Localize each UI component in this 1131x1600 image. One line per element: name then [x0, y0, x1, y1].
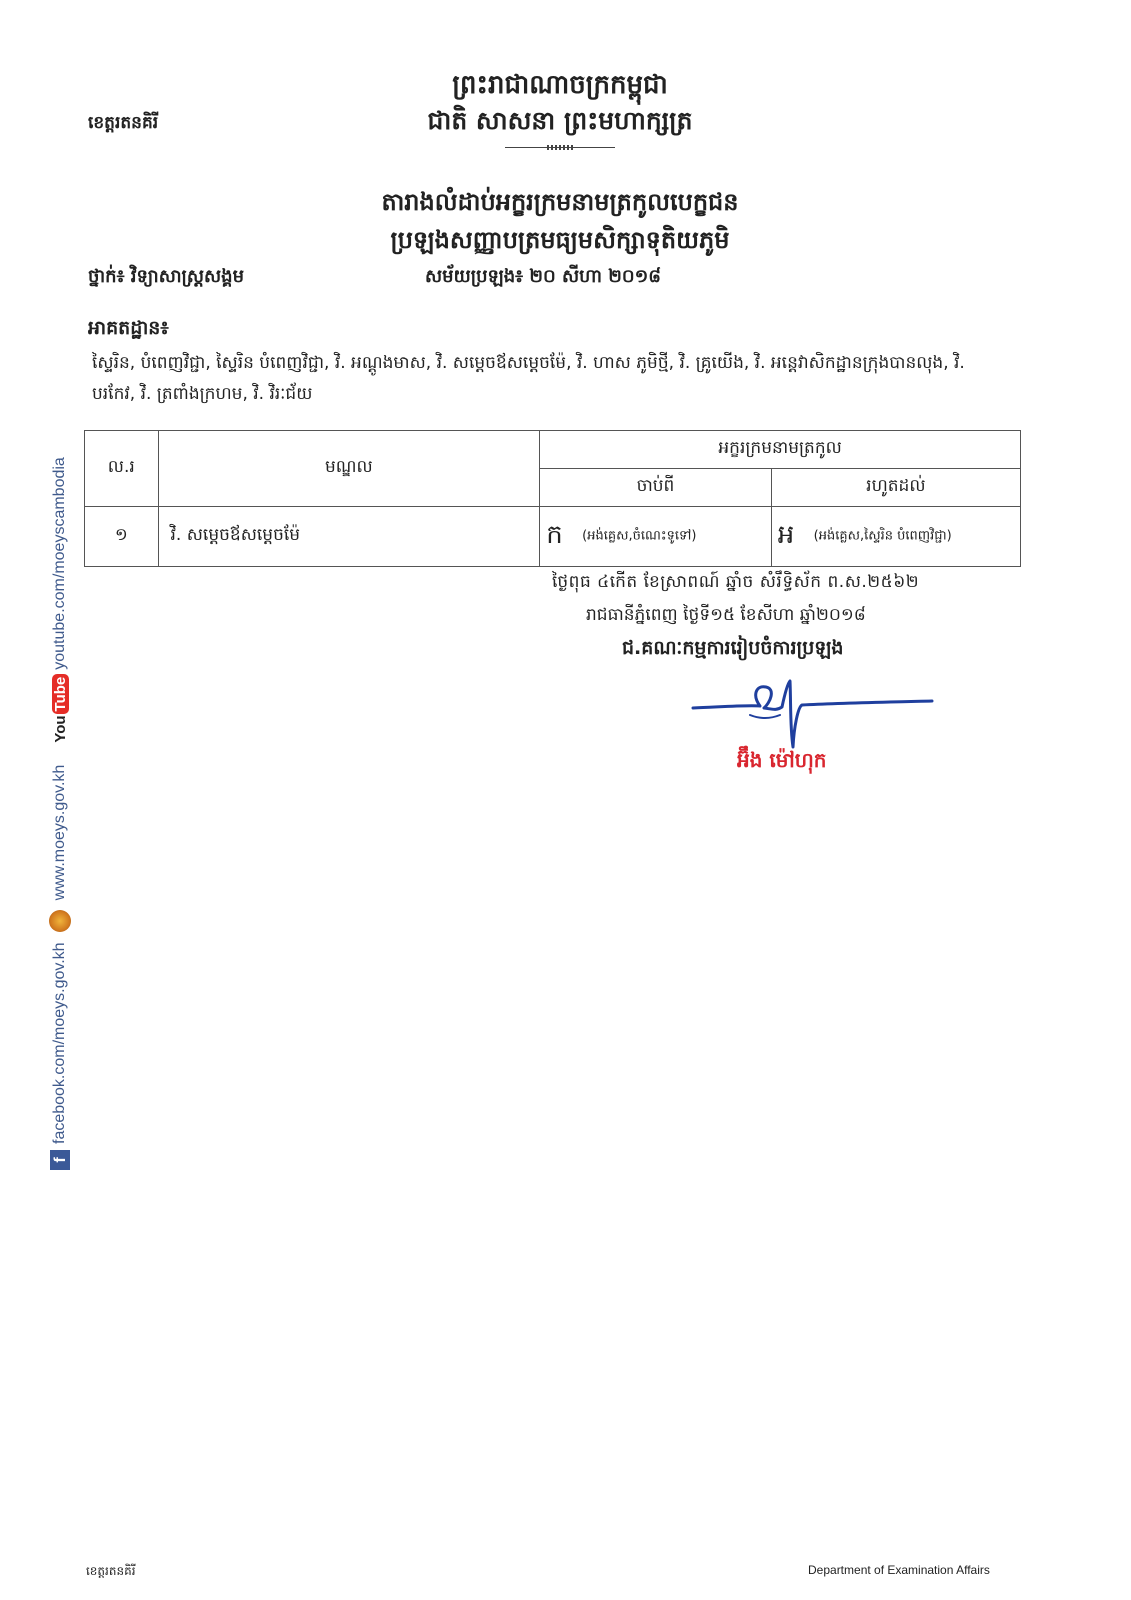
footer-department: Department of Examination Affairs: [808, 1563, 990, 1577]
alphabet-table: [84, 430, 1021, 567]
table-row: [85, 507, 1021, 567]
youtube-link[interactable]: youtube.com/moeyscambodia: [51, 457, 68, 670]
header-no: ល.រ: [85, 431, 159, 507]
facebook-link[interactable]: facebook.com/moeys.gov.kh: [51, 942, 68, 1144]
to-letter: អ: [777, 519, 795, 550]
table-header-row: [85, 431, 1021, 469]
committee-title: ជ.គណៈកម្មការរៀបចំការប្រឡង: [622, 637, 844, 659]
row-from: [540, 507, 772, 567]
from-letter: ក: [546, 519, 563, 550]
header-alphabet: អក្ខរក្រមនាមត្រកូល: [540, 431, 1021, 469]
document-title: តារាងលំដាប់អក្ខរក្រមនាមត្រកូលបេក្ខជន: [381, 188, 739, 216]
row-to: [771, 507, 1020, 567]
lunar-date: ថ្ងៃពុធ ៤កើត ខែស្រាពណ៍ ឆ្នាំច សំរឹទ្ធិស័ក ព.ស.២៥៦២: [552, 572, 920, 592]
centers-heading: អាគតដ្ឋាន៖: [88, 317, 169, 339]
national-motto: ជាតិ សាសនា ព្រះមហាក្សត្រ: [427, 106, 693, 135]
row-center: វិ. សម្ដេចឪសម្ដេចម៉ែ: [158, 507, 540, 567]
document-subtitle: ប្រឡងសញ្ញាបត្រមធ្យមសិក្សាទុតិយភូមិ: [390, 226, 730, 254]
centers-list: ស្ទៃរិន, បំពេញវិជ្ជា, ស្ទៃរិន បំពេញវិជ្ជា, វិ. អណ្ដូងមាស, វិ. សម្ដេចឪសម្ដេចម៉ែ, វិ. ហាស ភូមិថ្មី, វិ. គ្រូយើង, វិ. អន្តេវាសិកដ្ឋានក្រុងបានលុង, វិ. បរកែវ, វិ. ត្រពាំងក្រហម, វិ. វិរៈជ័យ: [92, 353, 965, 404]
kingdom-title: ព្រះរាជាណាចក្រកម្ពុជា: [452, 70, 668, 100]
signer-name: អ៊ឹង ម៉ៅហុក: [737, 748, 827, 772]
header-to: រហូតដល់: [771, 469, 1020, 507]
signature: [690, 675, 935, 755]
row-no: ១: [85, 507, 159, 567]
from-note: (អង់គ្លេស,ចំណេះទូទៅ): [582, 528, 697, 543]
exam-session: សម័យប្រឡង៖ ២០ សីហា ២០១៨: [425, 266, 661, 287]
subject-label: ថ្នាក់៖ វិទ្យាសាស្ត្រសង្គម: [88, 266, 245, 287]
ministry-crest-icon: [49, 910, 71, 932]
footer-province: ខេត្តរតនគិរី: [86, 1564, 136, 1578]
ornament-divider: [505, 146, 615, 150]
header-center: មណ្ឌល: [158, 431, 540, 507]
youtube-icon: You Tube: [52, 674, 69, 743]
province-name: ខេត្តរតនគិរី: [88, 113, 159, 133]
header-from: ចាប់ពី: [540, 469, 772, 507]
to-note: (អង់គ្លេស,ស្ទៃរិន បំពេញវិជ្ជា): [813, 528, 952, 543]
place-date: រាជធានីភ្នំពេញ ថ្ងៃទី១៥ ខែសីហា ឆ្នាំ២០១៨: [586, 605, 866, 625]
website-link[interactable]: www.moeys.gov.kh: [51, 764, 68, 901]
facebook-icon: f: [50, 1150, 70, 1170]
side-contact-strip: [42, 410, 78, 1170]
